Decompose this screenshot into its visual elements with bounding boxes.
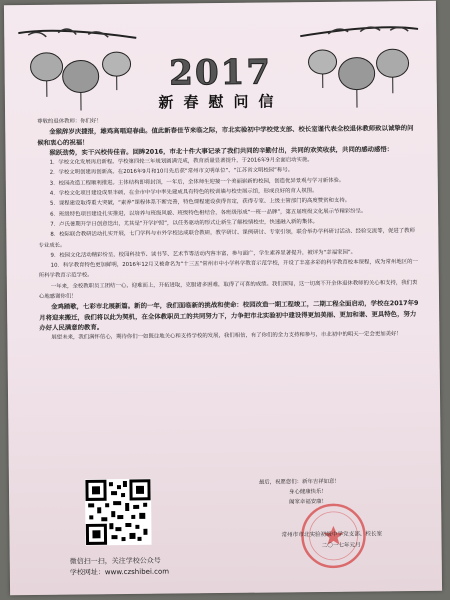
letter-page	[4, 1, 442, 595]
paragraph: 10．科学教育特色更加鲜明，2016年12月又被命名为“十三五”常州市中小学科学教育示范学校，开设了丰富多彩的科学教育校本课程，成为常州地区的一所科学教育示范学校。	[38, 259, 418, 280]
website-url[interactable]: www.czshibei.com	[104, 567, 170, 577]
year-heading: 2017	[169, 52, 273, 94]
qr-caption-block	[70, 556, 169, 579]
paragraph: 4．学校文化项目建设成果丰硕，在全市中学中率先建成具有特色的校训墙与校史展示馆，形成良好的育人氛围。	[49, 188, 318, 197]
salutation: 尊敬的退休教师：你们好！	[37, 118, 102, 125]
paragraph: 6．班级特色项目建设扎实推进，以培养与班级风貌、班级特色相结合，各班级形成“一班一品牌”，第五届班级文化展示节精彩纷呈。	[50, 208, 367, 218]
paragraph: 2．学校文明创建再创新高。在2016年9月和10月先后获“常州市文明单位”、“江苏省文明校园”称号。	[49, 167, 294, 177]
signature-org: 常州市市北实验初级中学党支部、校长室	[281, 531, 383, 539]
qr-caption: 微信扫一扫，关注学校公众号	[69, 556, 161, 566]
paragraph: 展望未来，我们满怀信心，期待你们一如既往地关心和支持学校的发展，我们相信，有了你们的全力支持和参与，市北初中的明天一定会更加美好！	[51, 331, 402, 342]
qr-code-icon	[85, 479, 152, 546]
paragraph: 一年来，全校教职员工团结一心，迎难而上，开拓进取，克服诸多困难，取得了可喜的成绩。我们深知，这一切离不开全体退休教师的关心和支持，我们衷心地感谢你们！	[38, 279, 418, 300]
letter-title: 新春慰问信	[158, 92, 284, 112]
paragraph: 金猴辞岁庆捷报，雄鸡高唱迎春曲。值此新春佳节来临之际，市北实验初中学校党支部、校长室谨代表全校退休教师致以诚挚的问候和衷心的祝福！	[37, 124, 414, 147]
paragraph: 9．校园文化活动精彩纷呈，校园科技节、读书节、艺术节等活动内容丰富，参与面广，学生素养显著提升，被评为“幸福家园”。	[50, 249, 357, 259]
closing-line: 最后，祝愿您们：新年吉祥如意！	[258, 478, 340, 486]
paragraph: 3．校园改造工程顺利推进。主体结构即将封顶，一年后，全体师生迎接一个美丽崭新的校园，创造优异景观与学习新体验。	[49, 177, 345, 187]
closing-line: 阖家幸福安康！	[289, 498, 327, 506]
paragraph: 5．课程建设取得重大突破，“素养”课程体系不断完善，特色课程建设获得肯定，获得专家、上级主管部门的高度赞赏和支持。	[49, 198, 351, 208]
closing-line: 身心健康快乐！	[289, 488, 327, 496]
school-website[interactable]	[70, 567, 169, 579]
qr-code[interactable]	[85, 479, 152, 546]
letter-body	[37, 113, 419, 343]
signature-date: 二〇一七年元月	[321, 542, 361, 549]
paragraph: 7．卢氏暑期开学日创意迭出，尤其是“开学护照”，以任务驱动的形式让新生了解校情校史，快速融入新的集体。	[50, 218, 319, 228]
paragraph: 金鸡踏歌，七彩市北展新篇。新的一年，我们面临新的挑战和使命：校园改造一期工程竣工，二期工程全面启动，学校在2017年9月将迎来搬迁，我们将以此为契机，在全体教职员工的共同努力下，力争把市北实验初中建设得更加美丽、更加和谐、更具特色，努力办好人民满意的教育。	[39, 299, 419, 332]
paragraph: 8．校际联合教研活动扎实开展，七门学科与市外学校达成联合教研，教学研讨、课例研讨、专家引领，联合举办学科研讨活动、经验交流等，促进了教师专业成长。	[38, 228, 415, 249]
website-label: 学校网址：	[69, 568, 105, 577]
paragraph: 猴跃劲势，实干兴校传佳音。回眸2016，市北十件大事记录了我们共同的辛勤付出，共同的欢笑收获，共同的感动感悟：	[49, 145, 394, 157]
signature-block	[281, 529, 382, 552]
paragraph: 1．学校文化发展再启新程。学校第四轮三年规划圆满完成，教育质量显著提升，于2016年9月全面启动实施。	[49, 157, 313, 166]
